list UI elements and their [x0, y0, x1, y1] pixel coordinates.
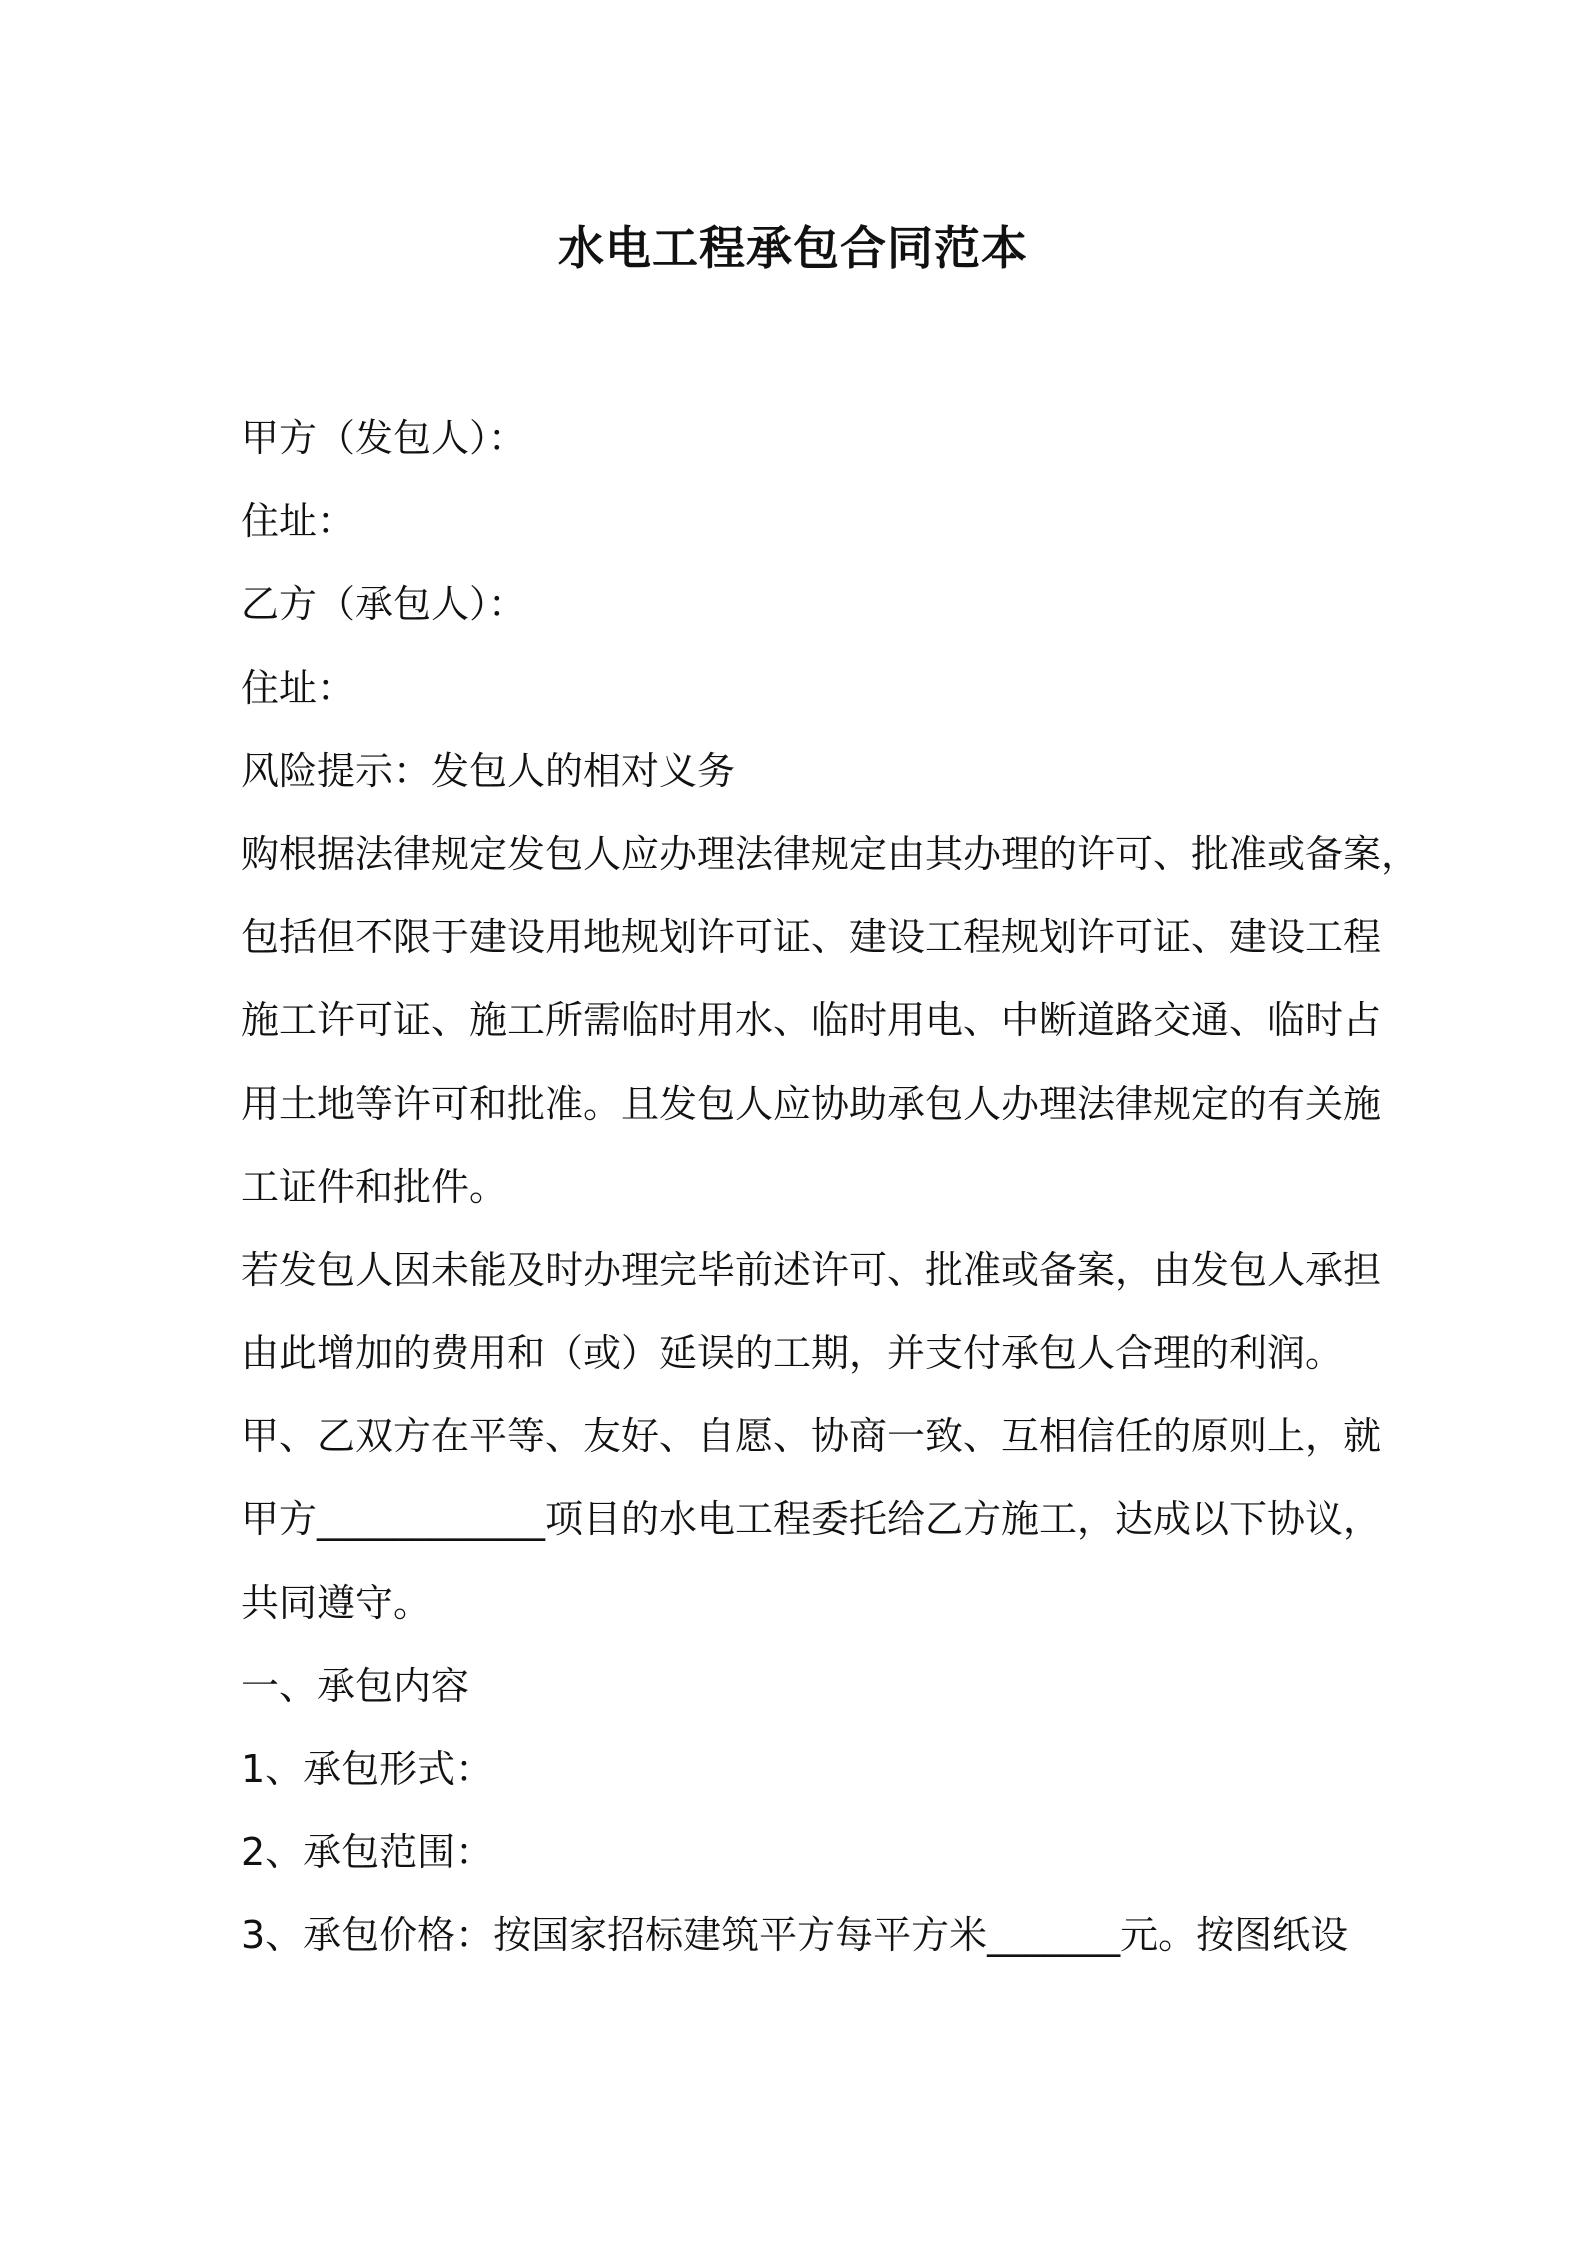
section-heading: 一、承包内容	[241, 1663, 470, 1708]
risk-notice-heading: 风险提示：发包人的相对义务	[241, 748, 736, 793]
paragraph-line: 购根据法律规定发包人应办理法律规定由其办理的许可、批准或备案，	[241, 831, 1420, 876]
paragraph-line: 用土地等许可和批准。且发包人应协助承包人办理法律规定的有关施	[241, 1081, 1382, 1126]
paragraph-line: 若发包人因未能及时办理完毕前述许可、批准或备案，由发包人承担	[241, 1247, 1382, 1292]
paragraph-line: 包括但不限于建设用地规划许可证、建设工程规划许可证、建设工程	[241, 915, 1382, 960]
paragraph-line: 甲、乙双方在平等、友好、自愿、协商一致、互相信任的原则上，就	[241, 1414, 1382, 1459]
party-a-line: 甲方（发包人）：	[241, 416, 527, 460]
clause-line: 2、承包范围：	[241, 1830, 494, 1875]
clause-line: 3、承包价格：按国家招标建筑平方每平方米_______元。按图纸设	[241, 1913, 1349, 1958]
paragraph-line: 甲方____________项目的水电工程委托给乙方施工，达成以下协议，	[241, 1497, 1382, 1542]
party-b-line: 乙方（承包人）：	[241, 582, 527, 627]
paragraph-line: 共同遵守。	[241, 1580, 432, 1625]
document-body	[241, 408, 1420, 1989]
paragraph-line: 施工许可证、施工所需临时用水、临时用电、中断道路交通、临时占	[241, 998, 1382, 1043]
paragraph-line: 由此增加的费用和（或）延误的工期，并支付承包人合理的利润。	[241, 1331, 1344, 1376]
party-a-address-line: 住址：	[241, 499, 356, 544]
document-title: 水电工程承包合同范本	[558, 221, 1028, 275]
clause-line: 1、承包形式：	[241, 1747, 494, 1791]
party-b-address-line: 住址：	[241, 665, 356, 710]
paragraph-line: 工证件和批件。	[241, 1164, 508, 1209]
